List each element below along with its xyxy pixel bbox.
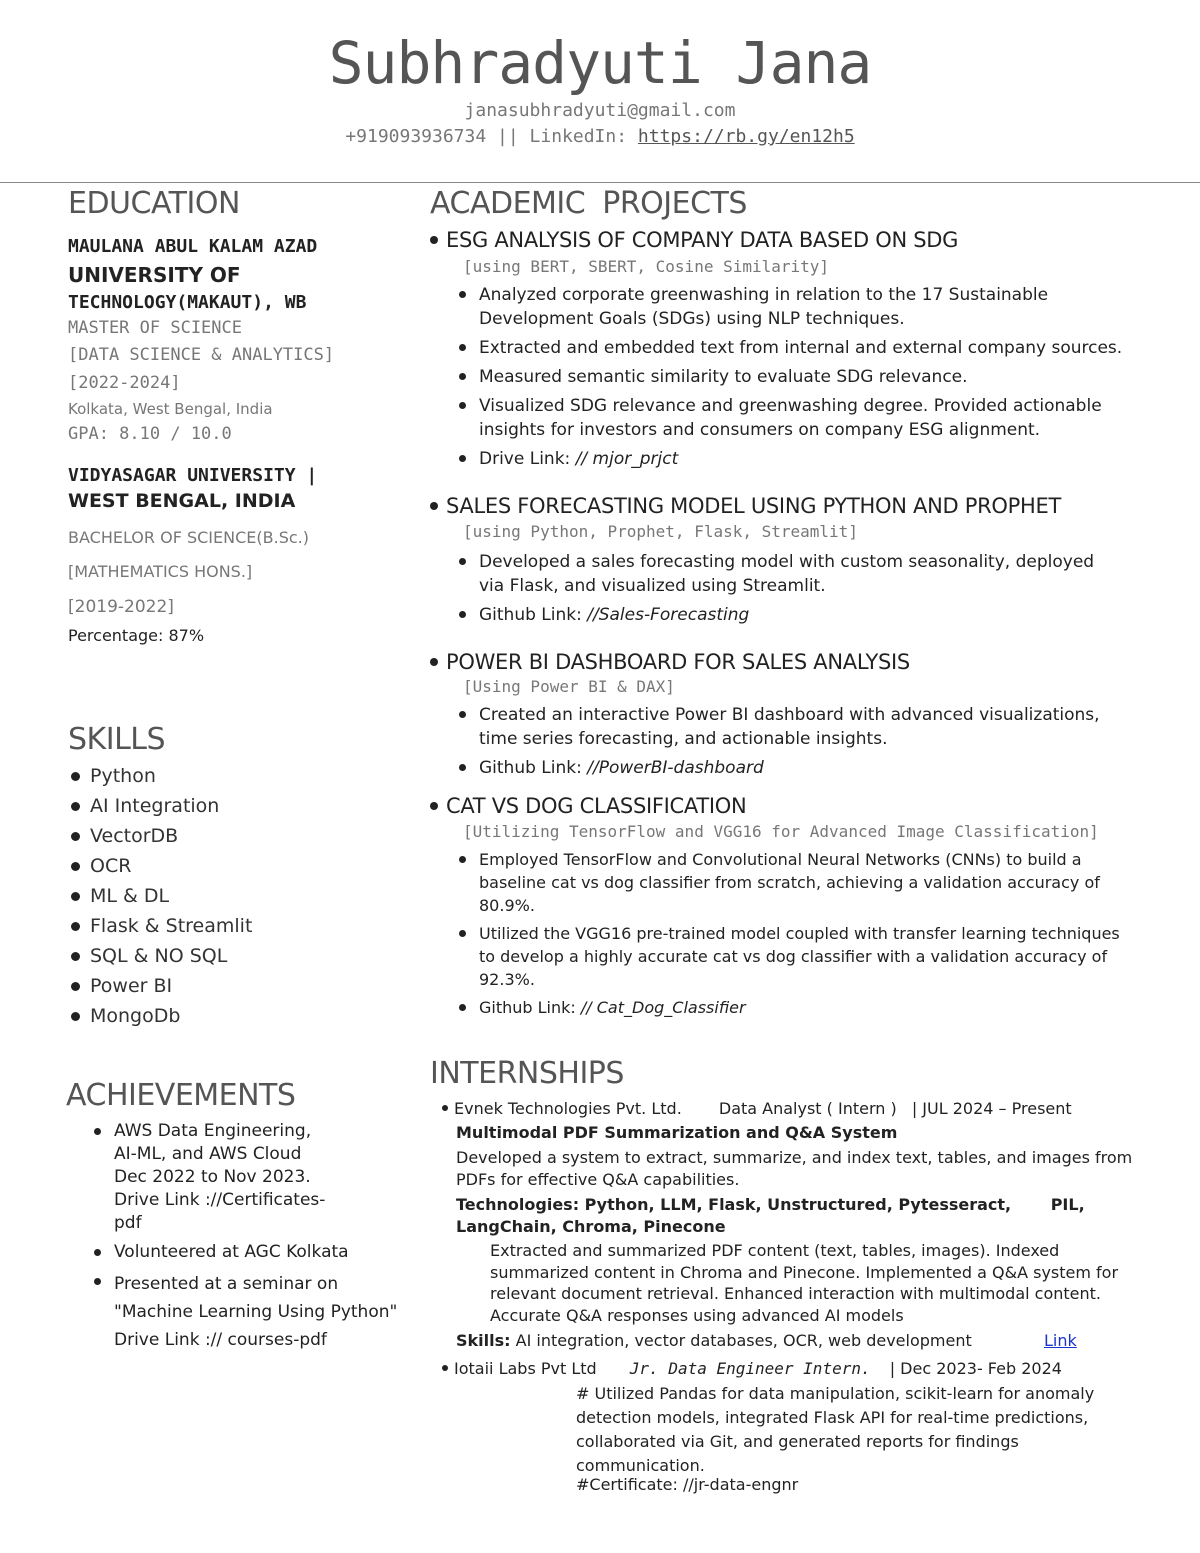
project3-title-text: POWER BI DASHBOARD FOR SALES ANALYSIS bbox=[446, 650, 910, 674]
project1-bullet: Extracted and embedded text from internal and external company sources. bbox=[455, 336, 1155, 360]
internship2-header bbox=[440, 1358, 1062, 1380]
candidate-name: Subhradyuti Jana bbox=[328, 29, 872, 97]
project1-title bbox=[426, 228, 958, 252]
uni2-line2: WEST BENGAL, INDIA bbox=[68, 490, 296, 512]
internship2-certificate[interactable]: #Certificate: //jr-data-engnr bbox=[576, 1475, 799, 1494]
project1-link-label: Drive Link: bbox=[479, 449, 571, 469]
phone-linkedin-label: +919093936734 || LinkedIn: bbox=[345, 126, 628, 147]
uni2-percentage: Percentage: 87% bbox=[68, 626, 205, 645]
project3-tech: [Using Power BI & DAX] bbox=[463, 677, 675, 696]
internship2-role: Jr. Data Engineer Intern. bbox=[629, 1359, 871, 1378]
project1-link[interactable]: // mjor_prjct bbox=[575, 449, 679, 469]
achievement-seminar-line2: "Machine Learning Using Python" bbox=[114, 1302, 398, 1322]
project4-link[interactable]: // Cat_Dog_Classifier bbox=[580, 998, 746, 1017]
internships-heading: INTERNSHIPS bbox=[430, 1056, 624, 1091]
skill-item: VectorDB bbox=[68, 826, 252, 856]
internship1-detail: Extracted and summarized PDF content (text, tables, images). Indexed summarized content in Chroma and Pinecone. Implemented a Q&A system for relevant document retrieval. Enhanced interaction with multimodal content. Accurate Q&A responses using advanced AI models bbox=[490, 1241, 1119, 1325]
project4-bullet: Employed TensorFlow and Convolutional Neural Networks (CNNs) to build a baseline cat vs dog classifier from scratch, achieving a validation accuracy of 80.9%. bbox=[455, 848, 1135, 917]
achievement-seminar-link[interactable]: Drive Link :// courses-pdf bbox=[114, 1330, 327, 1350]
internship2-dates: | Dec 2023- Feb 2024 bbox=[889, 1359, 1062, 1378]
achievement-aws-line1: AWS Data Engineering, bbox=[114, 1121, 312, 1141]
uni1-line2: UNIVERSITY OF bbox=[68, 263, 241, 287]
achievement-aws-link-cont[interactable]: pdf bbox=[114, 1213, 142, 1233]
skills-list bbox=[68, 766, 252, 1036]
internship1-dates: | JUL 2024 – Present bbox=[911, 1099, 1072, 1118]
achievement-aws-link[interactable]: Drive Link ://Certificates- bbox=[114, 1190, 326, 1210]
skill-item: Flask & Streamlit bbox=[68, 916, 252, 946]
internship1-desc: Developed a system to extract, summarize, and index text, tables, and images from PDFs for effective Q&A capabilities. bbox=[456, 1148, 1133, 1189]
internship1-company: Evnek Technologies Pvt. Ltd. bbox=[454, 1099, 682, 1118]
skill-item: ML & DL bbox=[68, 886, 252, 916]
project4-link-label: Github Link: bbox=[479, 998, 576, 1017]
project2-title bbox=[426, 494, 1061, 518]
internship1-project: Multimodal PDF Summarization and Q&A System bbox=[456, 1123, 898, 1142]
achievements-heading: ACHIEVEMENTS bbox=[66, 1078, 296, 1113]
bullet-icon bbox=[442, 1105, 448, 1111]
skill-item: SQL & NO SQL bbox=[68, 946, 252, 976]
phone-linkedin bbox=[0, 126, 1200, 147]
uni2-line1: VIDYASAGAR UNIVERSITY | bbox=[68, 465, 318, 486]
internship1-skills bbox=[456, 1330, 972, 1352]
project4-title-text: CAT VS DOG CLASSIFICATION bbox=[446, 794, 747, 818]
skills-heading: SKILLS bbox=[68, 722, 166, 757]
uni1-degree: MASTER OF SCIENCE bbox=[68, 318, 242, 338]
uni2-years: [2019-2022] bbox=[68, 597, 174, 617]
skill-item: Python bbox=[68, 766, 252, 796]
project1-tech: [using BERT, SBERT, Cosine Similarity] bbox=[463, 257, 830, 276]
project3-title bbox=[426, 650, 910, 674]
internship1-link[interactable]: Link bbox=[1044, 1331, 1077, 1350]
internship1-tech bbox=[456, 1194, 1146, 1216]
skill-item: MongoDb bbox=[68, 1006, 252, 1036]
bullet-icon bbox=[430, 802, 438, 810]
project1-bullet: Analyzed corporate greenwashing in relation to the 17 Sustainable Development Goals (SDGs) using NLP techniques. bbox=[455, 283, 1155, 331]
project3-bullet: Created an interactive Power BI dashboard with advanced visualizations, time series forecasting, and actionable insights. bbox=[455, 703, 1135, 751]
achievement-seminar-line1: Presented at a seminar on bbox=[114, 1274, 339, 1294]
project3-link-item bbox=[455, 756, 1135, 780]
project2-bullets bbox=[455, 550, 1115, 632]
project2-tech: [using Python, Prophet, Flask, Streamlit] bbox=[463, 522, 858, 541]
uni2-field: [MATHEMATICS HONS.] bbox=[68, 562, 253, 581]
internship1-skills-text: AI integration, vector databases, OCR, web development bbox=[515, 1331, 972, 1350]
internship1-tech-line2: LangChain, Chroma, Pinecone bbox=[456, 1217, 726, 1236]
achievement-aws-line3: Dec 2022 to Nov 2023. bbox=[114, 1167, 311, 1187]
bullet-icon bbox=[430, 236, 438, 244]
uni2-degree: BACHELOR OF SCIENCE(B.Sc.) bbox=[68, 528, 309, 547]
internship1-role: Data Analyst ( Intern ) bbox=[718, 1099, 897, 1118]
header-divider bbox=[0, 182, 1200, 183]
project4-link-item bbox=[455, 996, 1135, 1019]
project2-link-label: Github Link: bbox=[479, 605, 582, 625]
internship1-skills-label: Skills: bbox=[456, 1331, 511, 1350]
uni1-line3: TECHNOLOGY(MAKAUT), WB bbox=[68, 292, 307, 313]
skill-item: Power BI bbox=[68, 976, 252, 1006]
bullet-icon bbox=[442, 1365, 448, 1371]
project1-title-text: ESG ANALYSIS OF COMPANY DATA BASED ON SDG bbox=[446, 228, 959, 252]
project4-tech: [Utilizing TensorFlow and VGG16 for Advanced Image Classification] bbox=[463, 822, 1099, 841]
internship1-header bbox=[440, 1098, 1140, 1120]
achievement-aws-line2: AI-ML, and AWS Cloud bbox=[114, 1144, 302, 1164]
projects-heading: ACADEMIC PROJECTS bbox=[430, 186, 747, 221]
uni1-years: [2022-2024] bbox=[68, 373, 181, 393]
project1-bullet: Measured semantic similarity to evaluate SDG relevance. bbox=[455, 365, 1155, 389]
skill-item: OCR bbox=[68, 856, 252, 886]
project1-link-item bbox=[455, 447, 1155, 471]
project2-link-item bbox=[455, 603, 1115, 627]
bullet-icon bbox=[430, 658, 438, 666]
linkedin-link[interactable]: https://rb.gy/en12h5 bbox=[637, 126, 855, 147]
uni1-line1: MAULANA ABUL KALAM AZAD bbox=[68, 236, 318, 257]
achievement-aws bbox=[90, 1120, 397, 1235]
education-heading: EDUCATION bbox=[68, 186, 240, 221]
project2-bullet: Developed a sales forecasting model with custom seasonality, deployed via Flask, and visualized using Streamlit. bbox=[455, 550, 1115, 598]
project4-bullet: Utilized the VGG16 pre-trained model coupled with transfer learning techniques to develop a highly accurate cat vs dog classifier with a validation accuracy of 92.3%. bbox=[455, 922, 1135, 991]
internship2-company: Iotaii Labs Pvt Ltd bbox=[454, 1359, 597, 1378]
bullet-icon bbox=[430, 502, 438, 510]
project1-bullet: Visualized SDG relevance and greenwashing degree. Provided actionable insights for investors and consumers on company ESG alignment. bbox=[455, 394, 1155, 442]
uni1-gpa: GPA: 8.10 / 10.0 bbox=[68, 424, 232, 444]
project3-bullets bbox=[455, 703, 1135, 785]
skill-item: AI Integration bbox=[68, 796, 252, 826]
uni1-location: Kolkata, West Bengal, India bbox=[68, 400, 273, 418]
project2-title-text: SALES FORECASTING MODEL USING PYTHON AND PROPHET bbox=[446, 494, 1061, 518]
achievement-seminar bbox=[90, 1270, 397, 1354]
project3-link-label: Github Link: bbox=[479, 758, 582, 778]
project3-link[interactable]: //PowerBI-dashboard bbox=[587, 758, 764, 778]
project4-title bbox=[426, 794, 746, 818]
project4-bullets bbox=[455, 848, 1135, 1019]
email: janasubhradyuti@gmail.com bbox=[464, 100, 736, 121]
project1-bullets bbox=[455, 283, 1155, 476]
internship1-tech-pil: PIL, bbox=[1050, 1195, 1085, 1214]
achievements-list bbox=[90, 1120, 397, 1354]
internship2-desc: # Utilized Pandas for data manipulation, scikit-learn for anomaly detection models, integrated Flask API for real-time predictions, collaborated via Git, and generated reports for findings communication. bbox=[576, 1384, 1095, 1475]
uni1-field: [DATA SCIENCE & ANALYTICS] bbox=[68, 345, 335, 365]
internship1-tech-line1: Technologies: Python, LLM, Flask, Unstructured, Pytesseract, bbox=[456, 1195, 1012, 1214]
project2-link[interactable]: //Sales-Forecasting bbox=[587, 605, 750, 625]
achievement-volunteer: Volunteered at AGC Kolkata bbox=[90, 1241, 397, 1264]
